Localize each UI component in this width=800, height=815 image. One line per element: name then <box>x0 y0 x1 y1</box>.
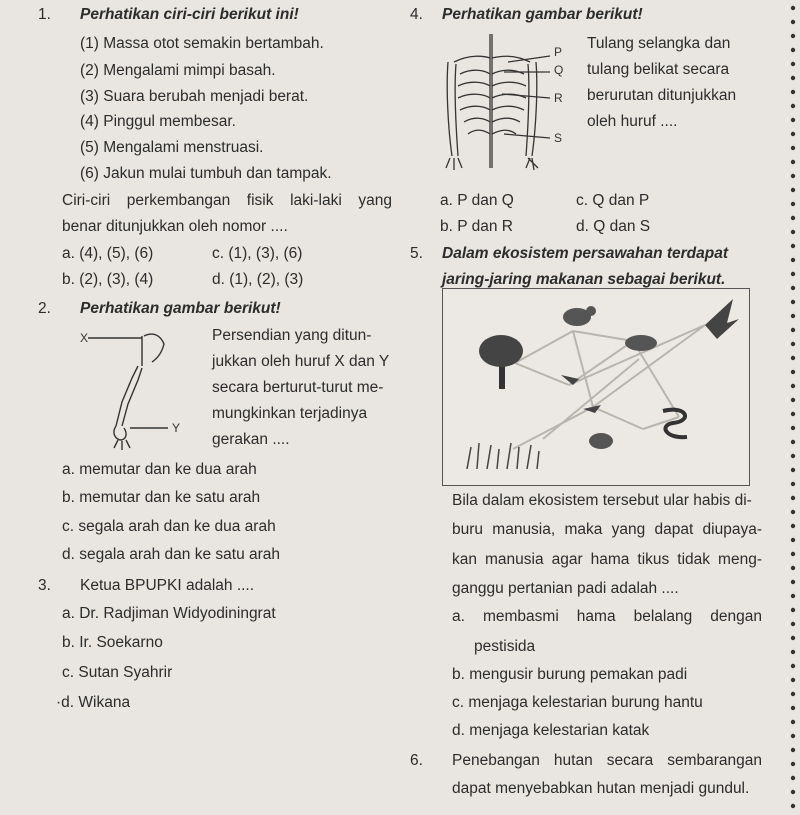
q1-stem-2: benar ditunjukkan oleh nomor .... <box>62 218 288 235</box>
q6-number: 6. <box>410 752 423 769</box>
q1-item-5: (5) Mengalami menstruasi. <box>80 139 264 156</box>
q4-text-4: oleh huruf .... <box>587 113 678 130</box>
q5-option-c[interactable]: c. menjaga kelestarian burung hantu <box>452 694 703 711</box>
q2-text-1: Persendian yang ditun- <box>212 327 372 344</box>
owl-icon <box>589 433 613 449</box>
q2-text-4: mungkinkan terjadinya <box>212 405 368 422</box>
q4-label-q: Q <box>554 63 564 77</box>
q2-label-x: X <box>80 331 89 345</box>
q1-stem: Ciri-ciri perkembangan fisik laki-laki yang <box>62 192 392 209</box>
q2-option-a[interactable]: a. memutar dan ke dua arah <box>62 461 257 478</box>
q3-option-a[interactable]: a. Dr. Radjiman Widyodiningrat <box>62 605 276 622</box>
q1-item-1: (1) Massa otot semakin bertambah. <box>80 35 324 52</box>
frog-icon <box>625 335 657 351</box>
q1-number: 1. <box>38 6 51 23</box>
q2-text-5: gerakan .... <box>212 431 290 448</box>
q4-text-2: tulang belikat secara <box>587 61 730 78</box>
q5-text-4: ganggu pertanian padi adalah .... <box>452 580 679 597</box>
q4-number: 4. <box>410 6 423 23</box>
q4-title: Perhatikan gambar berikut! <box>442 6 643 23</box>
q4-option-b[interactable]: b. P dan R <box>440 218 513 235</box>
q4-text-3: berurutan ditunjukkan <box>587 87 737 104</box>
q3-number: 3. <box>38 577 51 594</box>
q1-item-2: (2) Mengalami mimpi basah. <box>80 62 276 79</box>
q5-text-2: buru manusia, maka yang dapat diupaya- <box>452 521 762 538</box>
q3-title: Ketua BPUPKI adalah .... <box>80 577 255 594</box>
q2-option-d[interactable]: d. segala arah dan ke satu arah <box>62 546 281 563</box>
q3-option-c[interactable]: c. Sutan Syahrir <box>62 664 173 681</box>
q5-title-2: jaring-jaring makanan sebagai berikut. <box>442 271 726 288</box>
q1-option-b[interactable]: b. (2), (3), (4) <box>62 271 154 288</box>
q4-label-s: S <box>554 131 563 145</box>
q5-number: 5. <box>410 245 423 262</box>
q1-option-d[interactable]: d. (1), (2), (3) <box>212 271 304 288</box>
q5-text-1: Bila dalam ekosistem tersebut ular habis di- <box>452 492 752 509</box>
q4-text-1: Tulang selangka dan <box>587 35 731 52</box>
binder-rings <box>788 0 798 815</box>
q1-title: Perhatikan ciri-ciri berikut ini! <box>80 6 299 23</box>
q4-option-a[interactable]: a. P dan Q <box>440 192 514 209</box>
q2-label-y: Y <box>172 421 181 435</box>
q2-option-c[interactable]: c. segala arah dan ke dua arah <box>62 518 276 535</box>
q6-line-1: Penebangan hutan secara sembarangan <box>452 752 762 769</box>
q5-option-a-cont: pestisida <box>474 638 536 655</box>
skeleton-figure <box>440 28 580 178</box>
q2-text-2: jukkan oleh huruf X dan Y <box>212 353 390 370</box>
q5-option-b[interactable]: b. mengusir burung pemakan padi <box>452 666 688 683</box>
q1-option-a[interactable]: a. (4), (5), (6) <box>62 245 154 262</box>
q2-number: 2. <box>38 300 51 317</box>
arm-bones-figure <box>80 322 200 452</box>
q4-label-p: P <box>554 45 563 59</box>
q2-text-3: secara berturut-turut me- <box>212 379 384 396</box>
q2-option-b[interactable]: b. memutar dan ke satu arah <box>62 489 261 506</box>
q3-option-d[interactable]: ·d. Wikana <box>56 694 131 711</box>
q1-item-6: (6) Jakun mulai tumbuh dan tampak. <box>80 165 332 182</box>
q4-label-r: R <box>554 91 563 105</box>
q4-option-d[interactable]: d. Q dan S <box>576 218 651 235</box>
q6-line-2: dapat menyebabkan hutan menjadi gundul. <box>452 780 750 797</box>
q5-title-1: Dalam ekosistem persawahan terdapat <box>442 245 729 262</box>
q3-option-b[interactable]: b. Ir. Soekarno <box>62 634 163 651</box>
q5-option-a[interactable]: a. membasmi hama belalang dengan <box>452 608 762 625</box>
q4-option-c[interactable]: c. Q dan P <box>576 192 650 209</box>
q1-option-c[interactable]: c. (1), (3), (6) <box>212 245 303 262</box>
food-web-figure <box>442 288 750 486</box>
q1-item-4: (4) Pinggul membesar. <box>80 113 236 130</box>
q5-text-3: kan manusia agar hama tikus tidak meng- <box>452 551 762 568</box>
q2-title: Perhatikan gambar berikut! <box>80 300 281 317</box>
q1-item-3: (3) Suara berubah menjadi berat. <box>80 88 309 105</box>
q5-option-d[interactable]: d. menjaga kelestarian katak <box>452 722 650 739</box>
